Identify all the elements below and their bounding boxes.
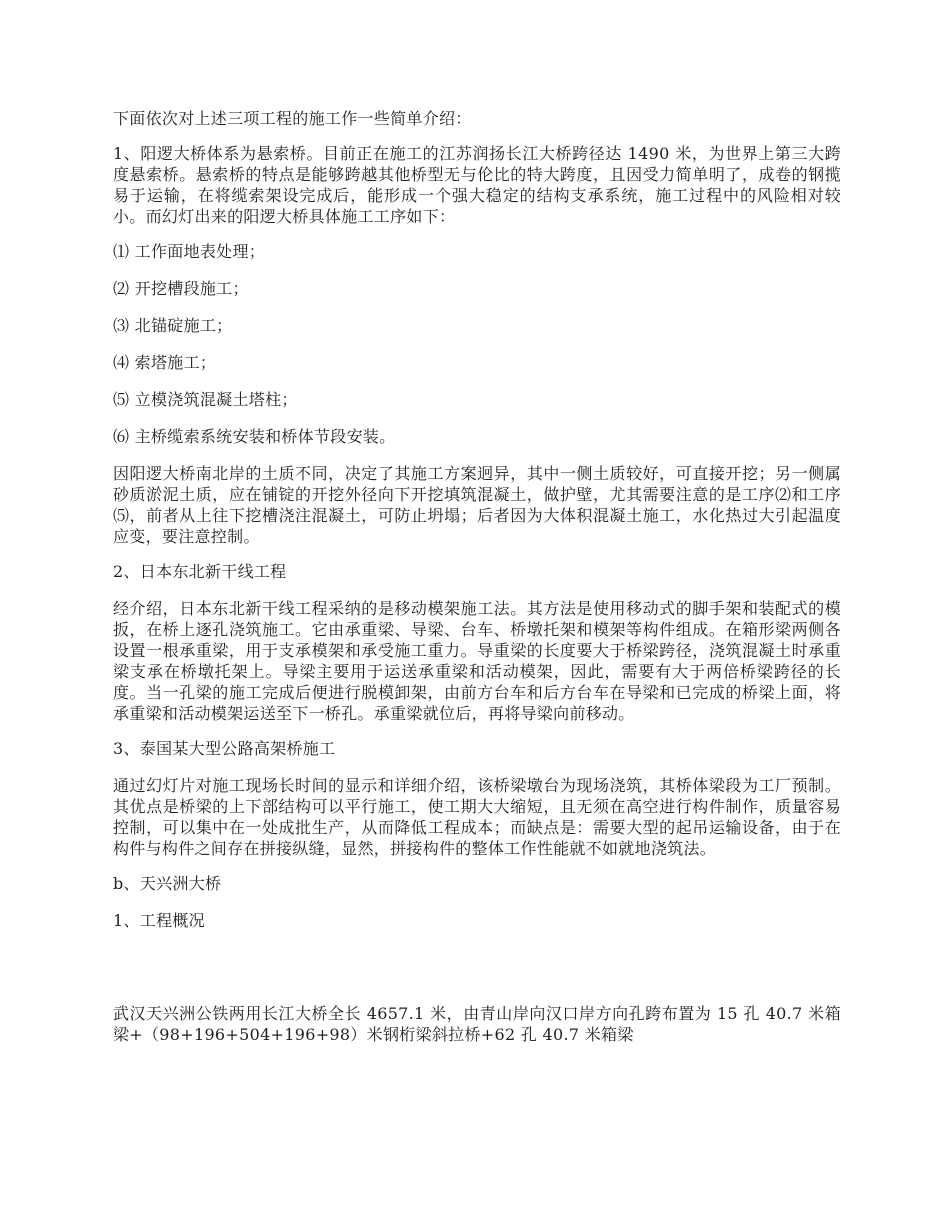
thailand-viaduct-paragraph: 通过幻灯片对施工现场长时间的显示和详细介绍，该桥梁墩台为现场浇筑，其桥体梁段为工厂预制。其优点是桥梁的上下部结构可以平行施工，使工期大大缩短，且无须在高空进行构件制作，质量容易控制，可以集中在一处成批生产，从而降低工程成本；而缺点是：需要大型的起吊运输设备，由于在构件与构件之间存在拼接纵缝，显然，拼接构件的整体工作性能就不如就地浇筑法。 <box>113 776 841 858</box>
step-item-6: ⑹ 主桥缆索系统安装和桥体节段安装。 <box>113 427 396 446</box>
project-overview-paragraph: 武汉天兴洲公铁两用长江大桥全长 4657.1 米，由青山岸向汉口岸方向孔跨布置为 15 孔 40.7 米箱梁+（98+196+504+196+98）米钢桁梁斜拉桥+62 孔 40.7 米箱梁 <box>113 1004 841 1044</box>
section-heading-tianxingzhou: b、天兴洲大桥 <box>113 874 222 893</box>
subsection-heading-overview: 1、工程概况 <box>113 911 205 930</box>
step-item-1: ⑴ 工作面地表处理； <box>113 242 266 261</box>
yangluo-bridge-paragraph: 1、阳逻大桥体系为悬索桥。目前正在施工的江苏润扬长江大桥跨径达 1490 米，为世界上第三大跨度悬索桥。悬索桥的特点是能够跨越其他桥型无与伦比的特大跨度，且因受力简单明了，成卷的钢揽易于运输，在将缆索架设完成后，能形成一个强大稳定的结构支承系统，施工过程中的风险相对较小。而幻灯出来的阳逻大桥具体施工工序如下： <box>113 144 841 226</box>
step-item-3: ⑶ 北锚碇施工； <box>113 316 233 335</box>
japan-shinkansen-paragraph: 经介绍，日本东北新干线工程采纳的是移动模架施工法。其方法是使用移动式的脚手架和装配式的模扳，在桥上逐孔浇筑施工。它由承重梁、导梁、台车、桥墩托架和模架等构件组成。在箱形梁两侧各设置一根承重梁，用于支承模架和承受施工重力。导重梁的长度要大于桥梁跨径，浇筑混凝土时承重梁支承在桥墩托架上。导梁主要用于运送承重梁和活动模架，因此，需要有大于两倍桥梁跨径的长度。当一孔梁的施工完成后便进行脱模卸架，由前方台车和后方台车在导梁和已完成的桥梁上面，将承重梁和活动模架运送至下一桥孔。承重梁就位后，再将导梁向前移动。 <box>113 599 841 723</box>
intro-paragraph: 下面依次对上述三项工程的施工作一些简单介绍： <box>113 109 472 128</box>
step-item-5: ⑸ 立模浇筑混凝土塔柱； <box>113 390 298 409</box>
step-item-2: ⑵ 开挖槽段施工； <box>113 279 249 298</box>
step-item-4: ⑷ 索塔施工； <box>113 353 217 372</box>
soil-conditions-paragraph: 因阳逻大桥南北岸的土质不同，决定了其施工方案迥异，其中一侧土质较好，可直接开挖；另一侧属砂质淤泥土质，应在铺锭的开挖外径向下开挖填筑混凝土，做护壁，尤其需要注意的是工序⑵和工序⑸，前者从上往下挖槽浇注混凝土，可防止坍塌；后者因为大体积混凝土施工，水化热过大引起温度应变，要注意控制。 <box>113 464 841 546</box>
document-body <box>113 108 841 1059</box>
section-heading-japan: 2、日本东北新干线工程 <box>113 562 287 581</box>
section-heading-thailand: 3、泰国某大型公路高架桥施工 <box>113 739 336 758</box>
